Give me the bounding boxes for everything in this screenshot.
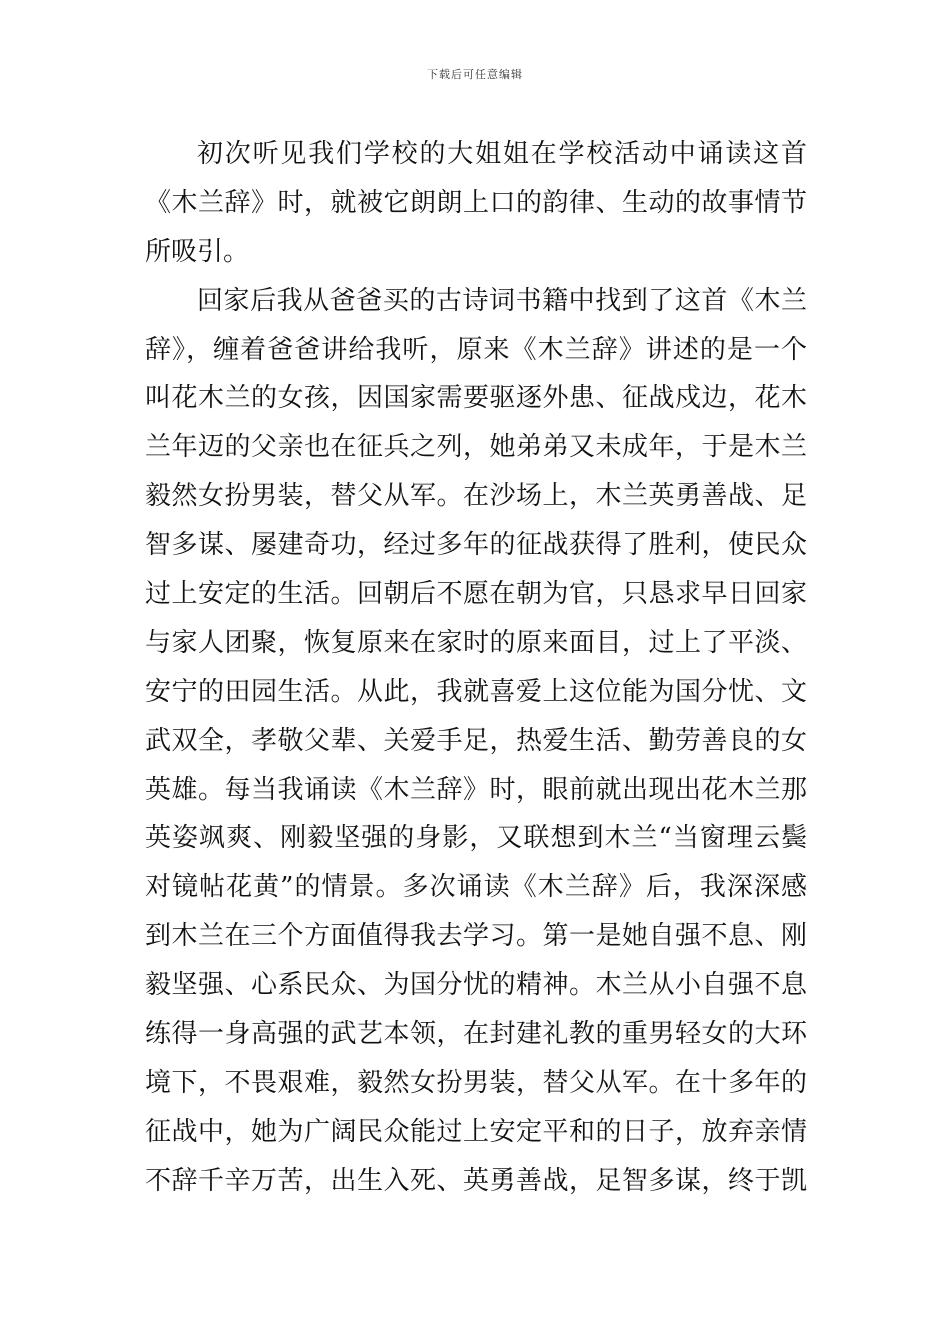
essay-body	[145, 130, 807, 1206]
text-line: 英姿飒爽、刚毅坚强的身影，又联想到木兰“当窗理云鬓	[145, 823, 807, 854]
text-line: 毅然女扮男装，替父从军。在沙场上，木兰英勇善战、足	[145, 481, 807, 512]
text-line: 安宁的田园生活。从此，我就喜爱上这位能为国分忧、文	[145, 676, 807, 707]
paragraph-2	[145, 277, 807, 1206]
text-line: 毅坚强、心系民众、为国分忧的精神。木兰从小自强不息	[145, 970, 807, 1001]
text-line: 境下，不畏艰难，毅然女扮男装，替父从军。在十多年的	[145, 1067, 807, 1098]
text-line: 武双全，孝敬父辈、关爱手足，热爱生活、勤劳善良的女	[145, 725, 807, 756]
text-line: 过上安定的生活。回朝后不愿在朝为官，只恳求早日回家	[145, 579, 807, 610]
text-line: 初次听见我们学校的大姐姐在学校活动中诵读这首	[197, 139, 807, 169]
header-note: 下载后可任意编辑	[427, 68, 523, 81]
text-line: 与家人团聚，恢复原来在家时的原来面目，过上了平淡、	[145, 627, 807, 658]
paragraph-1	[145, 130, 807, 277]
text-line: 练得一身高强的武艺本领，在封建礼教的重男轻女的大环	[145, 1019, 807, 1050]
text-line: 叫花木兰的女孩，因国家需要驱逐外患、征战戍边，花木	[145, 383, 807, 414]
text-line: 智多谋、屡建奇功，经过多年的征战获得了胜利，使民众	[145, 530, 807, 561]
text-line: 回家后我从爸爸买的古诗词书籍中找到了这首《木兰	[197, 285, 807, 316]
text-line: 到木兰在三个方面值得我去学习。第一是她自强不息、刚	[145, 921, 807, 952]
text-line: 《木兰辞》时，就被它朗朗上口的韵律、生动的故事情节	[145, 187, 807, 218]
text-line: 兰年迈的父亲也在征兵之列，她弟弟又未成年，于是木兰	[145, 432, 807, 463]
text-line: 对镜帖花黄”的情景。多次诵读《木兰辞》后，我深深感	[145, 872, 807, 903]
text-line: 辞》，缠着爸爸讲给我听，原来《木兰辞》讲述的是一个	[145, 334, 807, 365]
text-line: 所吸引。	[145, 236, 250, 267]
text-line: 征战中，她为广阔民众能过上安定平和的日子，放弃亲情	[145, 1116, 807, 1147]
text-line: 英雄。每当我诵读《木兰辞》时，眼前就出现出花木兰那	[145, 774, 807, 805]
text-line: 不辞千辛万苦，出生入死、英勇善战，足智多谋，终于凯	[145, 1165, 807, 1196]
